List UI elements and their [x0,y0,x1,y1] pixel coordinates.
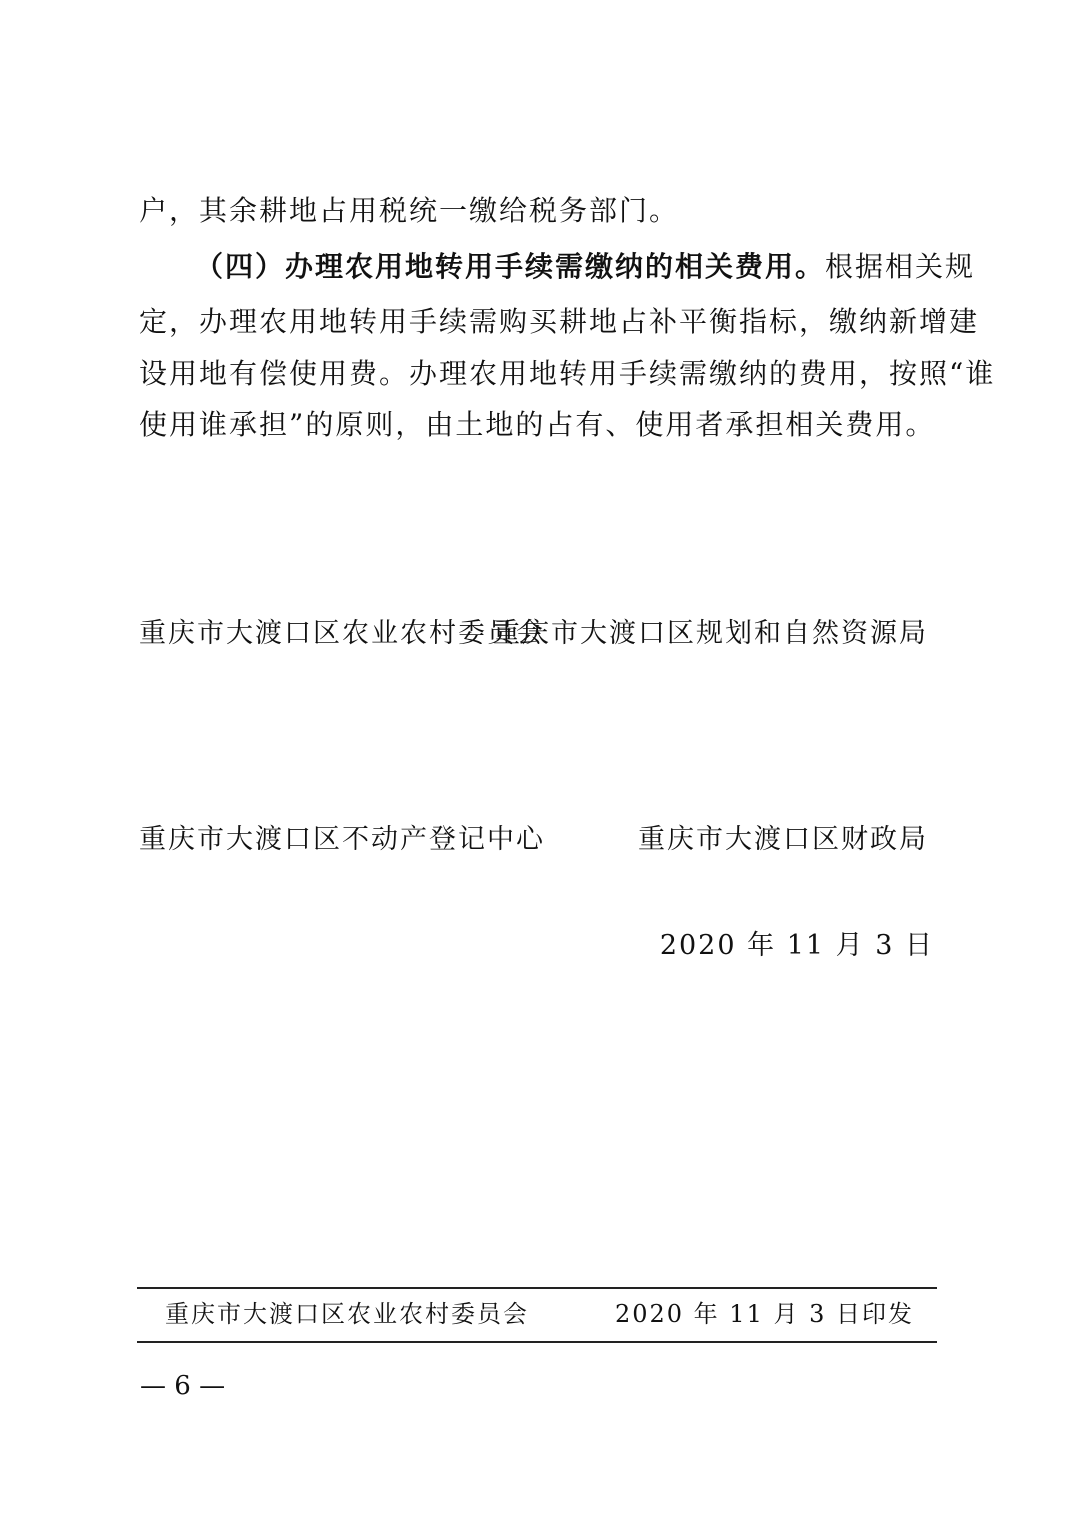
signature-planning-resources-bureau: 重庆市大渡口区规划和自然资源局 [493,618,928,649]
body-line-1: 户，其余耕地占用税统一缴给税务部门。 [139,194,680,227]
footer-issue-date: 2020 年 11 月 3 日印发 [614,1300,914,1328]
paragraph-4-line-4: 使用谁承担”的原则，由土地的占有、使用者承担相关费用。 [139,408,936,441]
paragraph-4-line-3: 设用地有偿使用费。办理农用地转用手续需缴纳的费用，按照“谁 [139,357,996,390]
page-number: — 6 — [140,1371,226,1401]
signature-finance-bureau: 重庆市大渡口区财政局 [638,824,928,855]
footer-bottom-rule [137,1341,937,1343]
footer-top-rule [137,1287,937,1289]
paragraph-4-line-1 [139,247,976,287]
paragraph-4-heading: （四）办理农用地转用手续需缴纳的相关费用。 [195,250,826,283]
signature-agriculture-committee: 重庆市大渡口区农业农村委员会 [139,618,545,649]
signature-date: 2020 年 11 月 3 日 [659,930,934,961]
footer-issuer: 重庆市大渡口区农业农村委员会 [165,1300,529,1328]
paragraph-4-line-2: 定，办理农用地转用手续需购买耕地占补平衡指标，缴纳新增建 [139,305,980,338]
paragraph-4-line-1-rest: 根据相关规 [825,250,976,283]
signature-real-estate-registration-center: 重庆市大渡口区不动产登记中心 [139,824,545,855]
